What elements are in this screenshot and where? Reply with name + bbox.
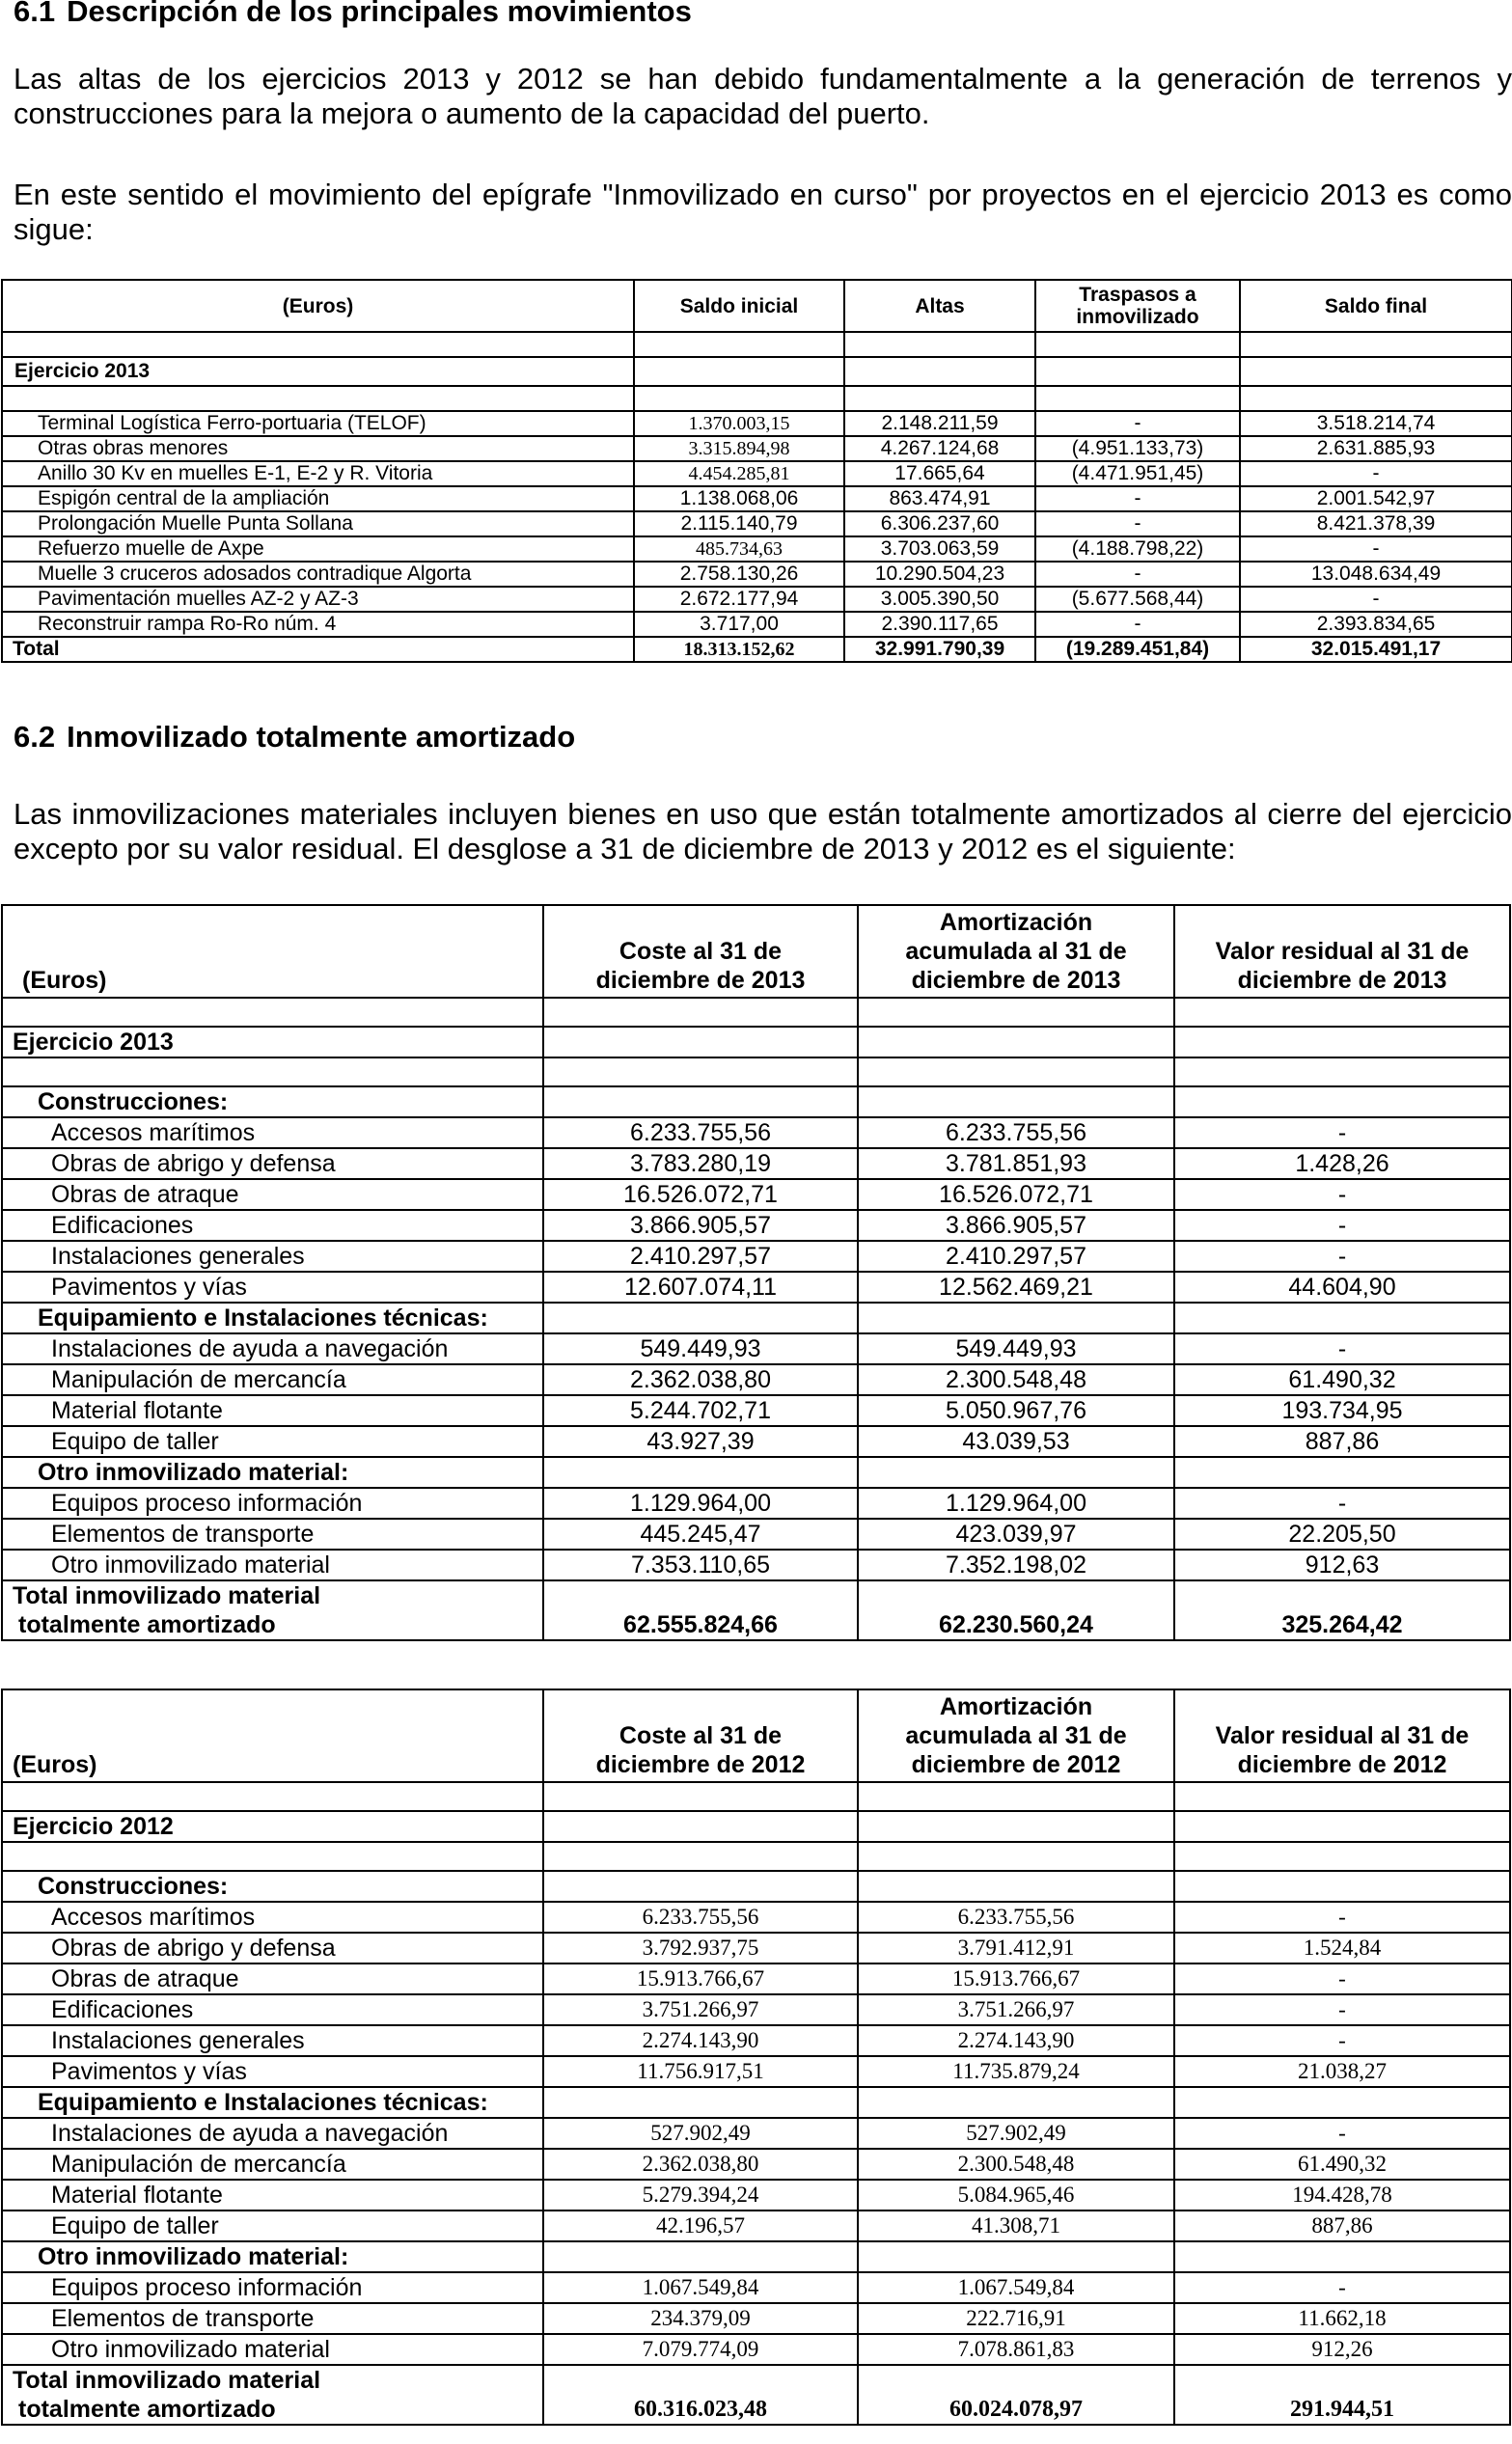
cell-value: 2.001.542,97 [1240,486,1512,511]
group-label: Otro inmovilizado material: [2,2241,543,2272]
row-label: Obras de abrigo y defensa [2,1933,543,1963]
cell-value: 16.526.072,71 [543,1179,858,1210]
cell-value: 5.279.394,24 [543,2180,858,2211]
cell-value: 3.518.214,74 [1240,411,1512,436]
col-header-coste: Coste al 31 de diciembre de 2012 [543,1689,858,1782]
cell-value: 2.274.143,90 [543,2025,858,2056]
row-label: Accesos marítimos [2,1902,543,1933]
total-label-line2: totalmente amortizado [18,1611,276,1638]
total-row [2,1580,1510,1640]
cell-value: 6.306.237,60 [844,511,1035,536]
cell-value: 1.067.549,84 [858,2272,1174,2303]
cell-value: 2.300.548,48 [858,1364,1174,1395]
cell-value: 2.410.297,57 [858,1241,1174,1272]
table-totalmente-amortizado-2013 [1,904,1511,1641]
cell-value: - [1035,411,1240,436]
row-label: Equipo de taller [2,1426,543,1457]
group-row [2,1086,1510,1117]
row-label: Instalaciones de ayuda a navegación [2,2118,543,2149]
cell-value: 912,26 [1174,2334,1510,2365]
spacer-row [2,1057,1510,1086]
total-value: (19.289.451,84) [1035,637,1240,662]
table-row [2,2180,1510,2211]
section-title: Inmovilizado totalmente amortizado [67,720,576,754]
cell-value: - [1174,2272,1510,2303]
section-number: 6.2 [14,720,56,754]
cell-value: 4.267.124,68 [844,436,1035,461]
table-row [2,1272,1510,1303]
row-label: Edificaciones [2,1994,543,2025]
cell-value: 11.756.917,51 [543,2056,858,2087]
cell-value: 5.084.965,46 [858,2180,1174,2211]
table-row [2,1333,1510,1364]
table-row [2,1148,1510,1179]
cell-value: 527.902,49 [543,2118,858,2149]
group-label: Equipamiento e Instalaciones técnicas: [2,2087,543,2118]
row-label: Instalaciones generales [2,2025,543,2056]
cell-value: 1.129.964,00 [543,1488,858,1519]
cell-value: 3.791.412,91 [858,1933,1174,1963]
spacer-row [2,998,1510,1027]
col-header-coste: Coste al 31 de diciembre de 2013 [543,905,858,998]
cell-value: 2.115.140,79 [634,511,844,536]
cell-value: 527.902,49 [858,2118,1174,2149]
row-label: Otras obras menores [2,436,634,461]
cell-value: 3.703.063,59 [844,536,1035,562]
cell-value: 2.390.117,65 [844,612,1035,637]
cell-value: - [1174,1963,1510,1994]
cell-value: 912,63 [1174,1550,1510,1580]
cell-value: - [1174,1117,1510,1148]
cell-value: - [1240,536,1512,562]
cell-value: 12.562.469,21 [858,1272,1174,1303]
group-row [2,1303,1510,1333]
cell-value: 863.474,91 [844,486,1035,511]
total-value: 32.991.790,39 [844,637,1035,662]
cell-value: 549.449,93 [858,1333,1174,1364]
table-row [2,436,1512,461]
table-row [2,411,1512,436]
cell-value: - [1240,461,1512,486]
cell-value: 43.927,39 [543,1426,858,1457]
cell-value: 42.196,57 [543,2211,858,2241]
section-title: Descripción de los principales movimientos [67,0,692,28]
col-header-traspasos: Traspasos a inmovilizado [1035,280,1240,332]
cell-value: - [1174,2118,1510,2149]
paragraph-movimiento: En este sentido el movimiento del epígrafe "Inmovilizado en curso" por proyectos en el ejercicio 2013 es como sigue: [14,178,1512,246]
row-label: Equipos proceso información [2,2272,543,2303]
cell-value: 2.672.177,94 [634,587,844,612]
cell-value: 2.631.885,93 [1240,436,1512,461]
cell-value: - [1174,1210,1510,1241]
row-label: Instalaciones generales [2,1241,543,1272]
row-label: Equipo de taller [2,2211,543,2241]
table-row [2,1519,1510,1550]
cell-value: 1.129.964,00 [858,1488,1174,1519]
table-row [2,1933,1510,1963]
table-row [2,461,1512,486]
group-row [2,2087,1510,2118]
table-row [2,1426,1510,1457]
cell-value: - [1035,486,1240,511]
table-row [2,1550,1510,1580]
col-header-amortizacion: Amortización acumulada al 31 de diciembre de 2013 [858,905,1174,998]
table-row [2,486,1512,511]
row-label: Accesos marítimos [2,1117,543,1148]
cell-value: 1.428,26 [1174,1148,1510,1179]
cell-value: 193.734,95 [1174,1395,1510,1426]
group-row [2,1457,1510,1488]
table-row [2,1994,1510,2025]
paragraph-altas: Las altas de los ejercicios 2013 y 2012 se han debido fundamentalmente a la generación de terrenos y construcciones para la mejora o aumento de la capacidad del puerto. [14,62,1512,130]
table-row [2,562,1512,587]
total-label-line1: Total inmovilizado material [13,2367,321,2394]
cell-value: 6.233.755,56 [858,1117,1174,1148]
section-heading-6-2 [14,720,575,755]
cell-value: - [1174,1333,1510,1364]
cell-value: 7.353.110,65 [543,1550,858,1580]
cell-value: 887,86 [1174,2211,1510,2241]
cell-value: 2.393.834,65 [1240,612,1512,637]
table-row [2,1179,1510,1210]
cell-value: 11.662,18 [1174,2303,1510,2334]
total-value: 62.555.824,66 [543,1580,858,1640]
col-header-amortizacion: Amortización acumulada al 31 de diciembre de 2012 [858,1689,1174,1782]
row-label: Refuerzo muelle de Axpe [2,536,634,562]
cell-value: - [1174,1994,1510,2025]
cell-value: - [1240,587,1512,612]
cell-value: - [1035,511,1240,536]
cell-value: 3.792.937,75 [543,1933,858,1963]
group-label: Construcciones: [2,1086,543,1117]
cell-value: 3.717,00 [634,612,844,637]
cell-value: 41.308,71 [858,2211,1174,2241]
table-row [2,2272,1510,2303]
row-label: Pavimentación muelles AZ-2 y AZ-3 [2,587,634,612]
col-header-valor-residual: Valor residual al 31 de diciembre de 2013 [1174,905,1510,998]
table-row [2,1241,1510,1272]
cell-value: 61.490,32 [1174,2149,1510,2180]
table-row [2,2334,1510,2365]
cell-value: 3.866.905,57 [543,1210,858,1241]
table-row [2,2149,1510,2180]
row-label: Manipulación de mercancía [2,2149,543,2180]
cell-value: (4.951.133,73) [1035,436,1240,461]
row-label: Prolongación Muelle Punta Sollana [2,511,634,536]
cell-value: 1.138.068,06 [634,486,844,511]
row-label: Instalaciones de ayuda a navegación [2,1333,543,1364]
row-label: Otro inmovilizado material [2,1550,543,1580]
total-value: 60.024.078,97 [858,2365,1174,2425]
table-row [2,2211,1510,2241]
row-label: Pavimentos y vías [2,2056,543,2087]
cell-value: 3.866.905,57 [858,1210,1174,1241]
cell-value: 1.524,84 [1174,1933,1510,1963]
cell-value: 3.751.266,97 [543,1994,858,2025]
cell-value: 2.274.143,90 [858,2025,1174,2056]
row-label: Material flotante [2,1395,543,1426]
cell-value: 15.913.766,67 [858,1963,1174,1994]
section-label: Ejercicio 2012 [2,1811,543,1842]
spacer-row [2,386,1512,411]
total-label [2,2365,543,2425]
total-label: Total [2,637,634,662]
col-header-euros: (Euros) [2,280,634,332]
cell-value: 6.233.755,56 [543,1117,858,1148]
section-row [2,1027,1510,1057]
row-label: Reconstruir rampa Ro-Ro núm. 4 [2,612,634,637]
table-row [2,2025,1510,2056]
cell-value: 2.410.297,57 [543,1241,858,1272]
cell-value: (5.677.568,44) [1035,587,1240,612]
cell-value: - [1174,1179,1510,1210]
table-row [2,1364,1510,1395]
table-row [2,1210,1510,1241]
table-row [2,2303,1510,2334]
cell-value: 7.079.774,09 [543,2334,858,2365]
cell-value: 6.233.755,56 [858,1902,1174,1933]
cell-value: 61.490,32 [1174,1364,1510,1395]
cell-value: 21.038,27 [1174,2056,1510,2087]
table-inmovilizado-en-curso [1,279,1512,663]
cell-value: 445.245,47 [543,1519,858,1550]
group-label: Otro inmovilizado material: [2,1457,543,1488]
total-row [2,2365,1510,2425]
cell-value: 4.454.285,81 [634,461,844,486]
paragraph-desglose: Las inmovilizaciones materiales incluyen bienes en uso que están totalmente amortizados al cierre del ejercicio excepto por su valor residual. El desglose a 31 de diciembre de 2013 y 2012 es el siguiente: [14,797,1512,865]
table-row [2,1963,1510,1994]
cell-value: 2.148.211,59 [844,411,1035,436]
row-label: Material flotante [2,2180,543,2211]
table-row [2,612,1512,637]
group-label: Construcciones: [2,1871,543,1902]
cell-value: 3.783.280,19 [543,1148,858,1179]
table-row [2,1902,1510,1933]
table-row [2,1395,1510,1426]
col-header-saldo-final: Saldo final [1240,280,1512,332]
row-label: Terminal Logística Ferro-portuaria (TELOF) [2,411,634,436]
row-label: Pavimentos y vías [2,1272,543,1303]
cell-value: 7.352.198,02 [858,1550,1174,1580]
cell-value: 2.362.038,80 [543,1364,858,1395]
cell-value: 423.039,97 [858,1519,1174,1550]
cell-value: 8.421.378,39 [1240,511,1512,536]
cell-value: 3.751.266,97 [858,1994,1174,2025]
cell-value: 2.758.130,26 [634,562,844,587]
cell-value: (4.471.951,45) [1035,461,1240,486]
table-row [2,511,1512,536]
row-label: Obras de abrigo y defensa [2,1148,543,1179]
row-label: Muelle 3 cruceros adosados contradique Algorta [2,562,634,587]
cell-value: 222.716,91 [858,2303,1174,2334]
cell-value: 5.050.967,76 [858,1395,1174,1426]
section-row [2,357,1512,386]
cell-value: - [1035,612,1240,637]
table-row [2,2056,1510,2087]
cell-value: 22.205,50 [1174,1519,1510,1550]
table-row [2,536,1512,562]
group-row [2,2241,1510,2272]
cell-value: 549.449,93 [543,1333,858,1364]
cell-value: 5.244.702,71 [543,1395,858,1426]
cell-value: 43.039,53 [858,1426,1174,1457]
spacer-row [2,1782,1510,1811]
cell-value: 15.913.766,67 [543,1963,858,1994]
section-number: 6.1 [14,0,56,28]
cell-value: 887,86 [1174,1426,1510,1457]
table-row [2,2118,1510,2149]
cell-value: - [1174,1488,1510,1519]
cell-value: 1.370.003,15 [634,411,844,436]
col-header-euros: (Euros) [2,905,543,998]
cell-value: 44.604,90 [1174,1272,1510,1303]
cell-value: - [1174,1241,1510,1272]
table-row [2,1117,1510,1148]
cell-value: 194.428,78 [1174,2180,1510,2211]
spacer-row [2,332,1512,357]
row-label: Anillo 30 Kv en muelles E-1, E-2 y R. Vitoria [2,461,634,486]
total-value: 325.264,42 [1174,1580,1510,1640]
cell-value: 16.526.072,71 [858,1179,1174,1210]
row-label: Edificaciones [2,1210,543,1241]
table-row [2,587,1512,612]
cell-value: - [1035,562,1240,587]
cell-value: 17.665,64 [844,461,1035,486]
total-value: 60.316.023,48 [543,2365,858,2425]
cell-value: 6.233.755,56 [543,1902,858,1933]
row-label: Elementos de transporte [2,2303,543,2334]
cell-value: 1.067.549,84 [543,2272,858,2303]
row-label: Elementos de transporte [2,1519,543,1550]
row-label: Obras de atraque [2,1963,543,1994]
total-value: 291.944,51 [1174,2365,1510,2425]
cell-value: 3.315.894,98 [634,436,844,461]
total-value: 18.313.152,62 [634,637,844,662]
spacer-row [2,1842,1510,1871]
cell-value: 3.005.390,50 [844,587,1035,612]
cell-value: 485.734,63 [634,536,844,562]
group-label: Equipamiento e Instalaciones técnicas: [2,1303,543,1333]
section-label: Ejercicio 2013 [2,357,634,386]
cell-value: (4.188.798,22) [1035,536,1240,562]
row-label: Obras de atraque [2,1179,543,1210]
cell-value: 2.300.548,48 [858,2149,1174,2180]
row-label: Otro inmovilizado material [2,2334,543,2365]
table-row [2,1488,1510,1519]
total-label-line2: totalmente amortizado [18,2396,276,2423]
cell-value: 2.362.038,80 [543,2149,858,2180]
group-row [2,1871,1510,1902]
col-header-euros: (Euros) [2,1689,543,1782]
cell-value: 11.735.879,24 [858,2056,1174,2087]
total-row [2,637,1512,662]
table-totalmente-amortizado-2012 [1,1689,1511,2426]
section-row [2,1811,1510,1842]
total-label [2,1580,543,1640]
total-value: 32.015.491,17 [1240,637,1512,662]
cell-value: 12.607.074,11 [543,1272,858,1303]
cell-value: 3.781.851,93 [858,1148,1174,1179]
total-label-line1: Total inmovilizado material [13,1582,321,1609]
cell-value: 234.379,09 [543,2303,858,2334]
col-header-valor-residual: Valor residual al 31 de diciembre de 2012 [1174,1689,1510,1782]
col-header-altas: Altas [844,280,1035,332]
col-header-saldo-inicial: Saldo inicial [634,280,844,332]
cell-value: 7.078.861,83 [858,2334,1174,2365]
cell-value: 13.048.634,49 [1240,562,1512,587]
cell-value: - [1174,2025,1510,2056]
cell-value: - [1174,1902,1510,1933]
cell-value: 10.290.504,23 [844,562,1035,587]
row-label: Equipos proceso información [2,1488,543,1519]
row-label: Espigón central de la ampliación [2,486,634,511]
row-label: Manipulación de mercancía [2,1364,543,1395]
section-heading-6-1 [14,0,692,29]
total-value: 62.230.560,24 [858,1580,1174,1640]
section-label: Ejercicio 2013 [2,1027,543,1057]
